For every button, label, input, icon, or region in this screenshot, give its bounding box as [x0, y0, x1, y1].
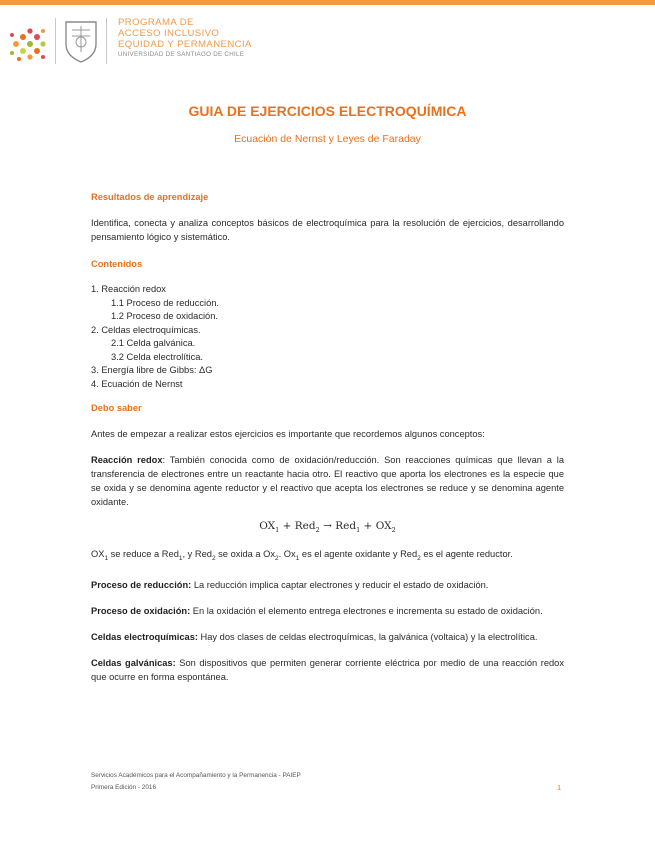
list-item: 4. Ecuación de Nernst	[91, 378, 183, 389]
eq-sub: 2	[315, 526, 320, 535]
program-name	[118, 18, 252, 59]
section-heading-resultados: Resultados de aprendizaje	[91, 192, 209, 202]
oxidacion-text: En la oxidación el elemento entrega electrones e incrementa su estado de oxidación.	[190, 605, 543, 616]
note-part: . Ox	[278, 549, 296, 560]
footer-line-1: Servicios Académicos para el Acompañamiento y la Permanencia - PAIEP	[91, 772, 301, 779]
redox-definition	[91, 453, 564, 509]
galvanicas-term: Celdas galvánicas:	[91, 657, 176, 668]
list-item: 2. Celdas electroquímicas.	[91, 324, 201, 335]
galvanicas-text: Son dispositivos que permiten generar corriente eléctrica por medio de una reacción redox que ocurre en forma espontánea.	[91, 657, 564, 682]
debo-intro: Antes de empezar a realizar estos ejercicios es importante que recordemos algunos conceptos:	[91, 429, 485, 439]
eq-op: +	[360, 520, 376, 532]
program-line-3: EQUIDAD Y PERMANENCIA	[118, 38, 252, 50]
redox-equation	[91, 519, 564, 537]
list-item: 2.1 Celda galvánica.	[111, 338, 196, 348]
eq-term: Red	[335, 520, 357, 532]
eq-op: +	[279, 520, 295, 532]
equation-note	[91, 547, 564, 566]
university-crest-icon	[62, 16, 100, 64]
note-sub: 1	[178, 554, 183, 562]
eq-sub: 1	[275, 526, 280, 535]
page-number: 1	[557, 783, 562, 792]
page-footer	[91, 770, 301, 794]
note-sub: 1	[295, 554, 300, 562]
program-line-1: PROGRAMA DE	[118, 17, 194, 28]
list-item: 1.1 Proceso de reducción.	[111, 297, 220, 308]
galvanicas-definition	[91, 656, 564, 684]
contents-list	[91, 283, 564, 391]
note-part: se reduce a Red	[108, 549, 179, 560]
section-heading-debo-saber: Debo saber	[91, 403, 142, 413]
header-divider	[55, 18, 56, 64]
page-subtitle: Ecuación de Nernst y Leyes de Faraday	[234, 133, 421, 145]
resultados-text: Identifica, conecta y analiza conceptos básicos de electroquímica para la resolución de ejercicios, desarrollando pensamiento lógico y sistemático.	[91, 218, 564, 242]
note-sub: 2	[211, 554, 216, 562]
top-accent-bar	[0, 0, 655, 5]
page-title: GUIA DE EJERCICIOS ELECTROQUÍMICA	[188, 103, 467, 119]
list-item: 3.2 Celda electrolítica.	[111, 351, 203, 362]
program-logo-icon	[8, 24, 48, 64]
list-item: 1. Reacción redox	[91, 284, 166, 294]
oxidacion-term: Proceso de oxidación:	[91, 605, 191, 616]
note-part: OX	[91, 549, 105, 560]
celdas-definition	[91, 630, 564, 644]
redox-term: Reacción redox	[91, 455, 163, 465]
reduccion-definition	[91, 578, 564, 592]
eq-term: OX	[375, 520, 392, 532]
note-part: , y Red	[182, 549, 212, 560]
header-divider-2	[106, 18, 107, 64]
university-name: UNIVERSIDAD DE SANTIAGO DE CHILE	[118, 51, 245, 59]
note-sub: 2	[275, 554, 279, 562]
note-part: se oxida a Ox	[215, 549, 276, 560]
eq-arrow: →	[319, 520, 336, 532]
list-item: 1.2 Proceso de oxidación.	[111, 311, 218, 321]
section-heading-contenidos: Contenidos	[91, 259, 143, 269]
program-line-2: ACCESO INCLUSIVO	[118, 27, 220, 39]
eq-sub: 1	[356, 526, 361, 535]
redox-text: : También conocida como de oxidación/reducción. Son reacciones químicas que llevan a la transferencia de electrones entre un reactante hacia otro. El reactivo que aporta los electrones es la especie que se oxida y se denomina agente reductor y el reactivo que acepta los electrones se reduce y se denomina agente oxidante.	[91, 455, 564, 507]
note-sub: 2	[417, 554, 421, 562]
note-part: es el agente reductor.	[420, 549, 513, 560]
note-sub: 1	[104, 554, 109, 562]
footer-line-2: Primera Edición - 2016	[91, 784, 157, 791]
reduccion-term: Proceso de reducción:	[91, 579, 192, 590]
reduccion-text: La reducción implica captar electrones y reducir el estado de oxidación.	[191, 579, 489, 590]
list-item: 3. Energía libre de Gibbs: ΔG	[91, 365, 213, 375]
note-part: es el agente oxidante y Red	[299, 549, 418, 560]
celdas-text: Hay dos clases de celdas electroquímicas, la galvánica (voltaica) y la electrolítica.	[197, 631, 538, 642]
celdas-term: Celdas electroquímicas:	[91, 631, 198, 642]
oxidacion-definition	[91, 604, 564, 618]
document-body	[91, 190, 564, 684]
eq-sub: 2	[391, 526, 396, 535]
eq-term: OX	[259, 520, 276, 532]
eq-term: Red	[294, 520, 316, 532]
